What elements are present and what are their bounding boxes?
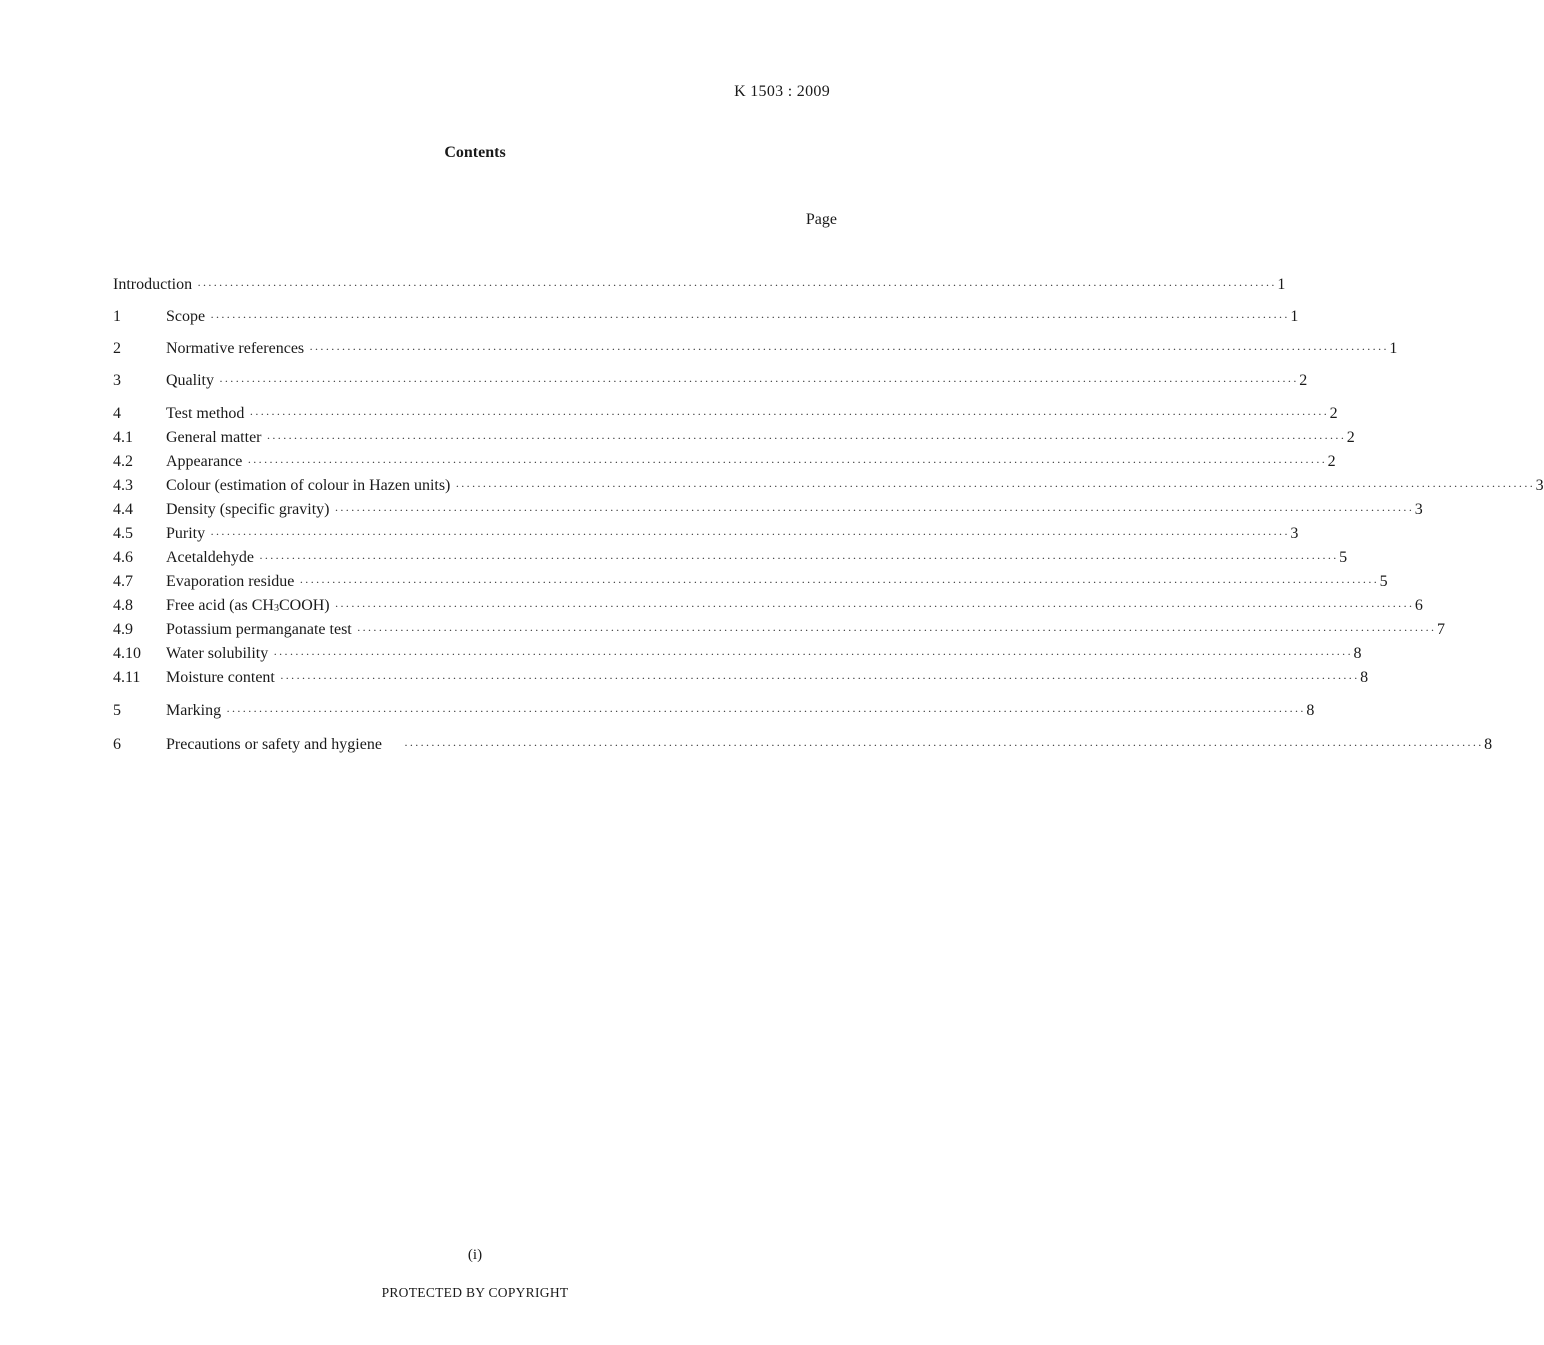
toc-entry-evaporation-residue[interactable] — [113, 571, 1388, 593]
toc-page-number: 2 — [1329, 405, 1338, 422]
toc-page-number: 8 — [1306, 702, 1315, 719]
toc-title: Normative references — [166, 340, 305, 357]
dot-leader: ········································································································································································································ — [279, 671, 1360, 685]
page-title: Contents — [444, 144, 506, 161]
toc-page-number: 2 — [1327, 453, 1336, 470]
toc-page-number: 5 — [1379, 573, 1388, 590]
standard-number: K 1503 : 2009 — [734, 83, 830, 100]
toc-entry-free-acid[interactable] — [113, 595, 1423, 617]
toc-page-number: 8 — [1484, 736, 1493, 753]
dot-leader: ········································································································································································································ — [210, 527, 1290, 541]
toc-number: 4.5 — [113, 525, 133, 542]
page-number: (i) — [467, 1247, 483, 1263]
dot-leader: ········································································································································································································ — [299, 575, 1379, 589]
toc-title-prefix: Free acid (as CH — [166, 597, 274, 614]
dot-leader: ········································································································································································································ — [356, 623, 1436, 637]
toc-page-number: 8 — [1360, 669, 1369, 686]
copyright-notice: PROTECTED BY COPYRIGHT — [381, 1285, 569, 1300]
toc-number: 1 — [113, 308, 121, 325]
dot-leader: ········································································································································································································ — [334, 503, 1414, 517]
toc-number: 4.8 — [113, 597, 133, 614]
toc-title: Evaporation residue — [166, 573, 295, 590]
dot-leader: ········································································································································································································ — [197, 278, 1277, 292]
toc-number: 4.11 — [113, 669, 141, 686]
toc-title: Precautions or safety and hygiene — [166, 736, 382, 753]
dot-leader: ········································································································································································································ — [258, 551, 1339, 565]
toc-title: Colour (estimation of colour in Hazen units) — [166, 477, 451, 494]
toc-number: 6 — [113, 736, 121, 753]
toc-page-number: 2 — [1346, 429, 1355, 446]
toc-number: 4.3 — [113, 477, 133, 494]
dot-leader: ········································································································································································································ — [247, 455, 1327, 469]
toc-entry-acetaldehyde[interactable] — [113, 547, 1348, 569]
toc-number: 5 — [113, 702, 121, 719]
toc-title: Potassium permanganate test — [166, 621, 352, 638]
dot-leader: ········································································································································································································ — [309, 342, 1389, 356]
toc-title: Introduction — [113, 276, 193, 293]
toc-title — [166, 595, 335, 620]
toc-title: Water solubility — [166, 645, 269, 662]
toc-page-number: 5 — [1339, 549, 1348, 566]
dot-leader: ········································································································································································································ — [403, 738, 1484, 752]
toc-page-number: 3 — [1535, 477, 1544, 494]
toc-page-number: 1 — [1277, 276, 1286, 293]
toc-entry-moisture-content[interactable] — [113, 667, 1369, 689]
toc-entry-quality[interactable] — [113, 370, 1308, 392]
toc-title: General matter — [166, 429, 262, 446]
toc-number: 4 — [113, 405, 121, 422]
toc-entry-introduction[interactable] — [113, 274, 1286, 296]
toc-title: Moisture content — [166, 669, 275, 686]
toc-page-number: 3 — [1414, 501, 1423, 518]
toc-title: Appearance — [166, 453, 243, 470]
dot-leader: ········································································································································································································ — [266, 431, 1346, 445]
toc-page-number: 6 — [1414, 597, 1423, 614]
toc-title: Purity — [166, 525, 206, 542]
dot-leader: ········································································································································································································ — [219, 374, 1299, 388]
toc-title: Density (specific gravity) — [166, 501, 330, 518]
toc-number: 4.7 — [113, 573, 133, 590]
toc-number: 4.1 — [113, 429, 133, 446]
toc-entry-precautions[interactable] — [113, 734, 1493, 756]
toc-title-suffix: COOH) — [278, 597, 330, 614]
chemical-subscript: 3 — [273, 603, 279, 614]
toc-number: 4.9 — [113, 621, 133, 638]
toc-number: 4.4 — [113, 501, 133, 518]
toc-entry-appearance[interactable] — [113, 451, 1336, 473]
toc-entry-potassium-permanganate-test[interactable] — [113, 619, 1445, 641]
toc-entry-colour[interactable] — [113, 475, 1544, 497]
toc-page-number: 1 — [1389, 340, 1398, 357]
toc-title: Acetaldehyde — [166, 549, 254, 566]
toc-title: Scope — [166, 308, 206, 325]
toc-number: 4.6 — [113, 549, 133, 566]
toc-entry-scope[interactable] — [113, 306, 1299, 328]
toc-page-number: 7 — [1436, 621, 1445, 638]
toc-number: 4.2 — [113, 453, 133, 470]
toc-entry-test-method[interactable] — [113, 403, 1338, 425]
toc-title: Marking — [166, 702, 222, 719]
toc-page-number: 8 — [1353, 645, 1362, 662]
toc-entry-general-matter[interactable] — [113, 427, 1355, 449]
toc-page-number: 3 — [1290, 525, 1299, 542]
toc-entry-normative-references[interactable] — [113, 338, 1398, 360]
toc-number: 4.10 — [113, 645, 141, 662]
toc-title: Test method — [166, 405, 245, 422]
dot-leader: ········································································································································································································ — [249, 407, 1329, 421]
dot-leader: ········································································································································································································ — [226, 704, 1306, 718]
toc-page-number: 2 — [1299, 372, 1308, 389]
toc-entry-density[interactable] — [113, 499, 1423, 521]
toc-title: Quality — [166, 372, 214, 389]
dot-leader: ········································································································································································································ — [273, 647, 1353, 661]
dot-leader: ········································································································································································································ — [455, 479, 1535, 493]
toc-number: 2 — [113, 340, 121, 357]
toc-entry-water-solubility[interactable] — [113, 643, 1362, 665]
toc-entry-marking[interactable] — [113, 700, 1315, 722]
toc-page-number: 1 — [1290, 308, 1299, 325]
page-column-label: Page — [805, 211, 837, 228]
toc-entry-purity[interactable] — [113, 523, 1299, 545]
dot-leader: ········································································································································································································ — [210, 310, 1290, 324]
toc-number: 3 — [113, 372, 121, 389]
dot-leader: ········································································································································································································ — [334, 599, 1414, 613]
